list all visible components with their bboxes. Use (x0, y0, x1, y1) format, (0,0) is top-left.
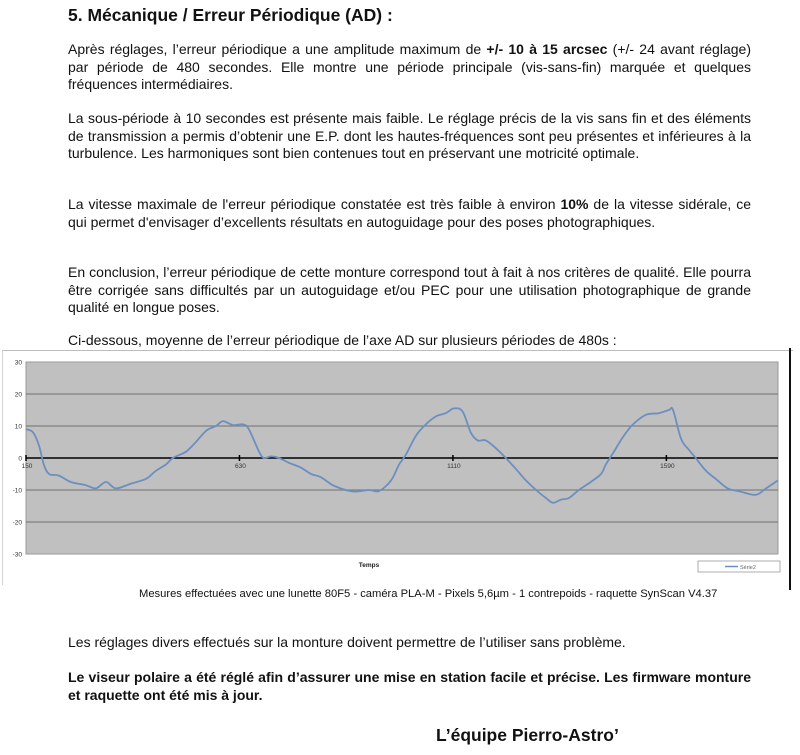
x-tick-label: 1110 (447, 463, 461, 470)
signature: L’équipe Pierro-Astro’ (436, 725, 619, 745)
legend (698, 561, 780, 572)
y-tick-label: 10 (14, 423, 22, 431)
y-tick-label: 20 (14, 391, 22, 399)
paragraph-max-speed (68, 196, 751, 231)
paragraph-text: (+/- 24 avant réglage) par période de 480 secondes. Elle montre une période principale (vis-sans-fin) marquée et quelques fréquences intermédiaires. (68, 41, 751, 92)
paragraph-sub-period: La sous-période à 10 secondes est présente mais faible. Le réglage précis de la vis sans fin et des éléments de transmission a permis d’obtenir une E.P. dont les hautes-fréquences sont peu présentes et inférieures à la turbulence. Les harmoniques sont bien contenues tout en préservant une motricité optimale. (68, 110, 751, 161)
paragraph-polar-finder: Le viseur polaire a été réglé afin d’assurer une mise en station facile et précise. Les firmware monture et raquette ont été mis à jour. (68, 669, 751, 703)
y-tick-label: 0 (18, 455, 22, 463)
speed-highlight: 10% (560, 196, 589, 212)
y-tick-label: 30 (14, 359, 22, 367)
paragraph-chart-intro: Ci-dessous, moyenne de l’erreur périodique de l’axe AD sur plusieurs périodes de 480s : (68, 332, 617, 348)
y-tick-label: -10 (12, 487, 22, 495)
y-tick-label: -20 (12, 519, 22, 527)
y-axis-ticks (13, 360, 23, 559)
paragraph-adjustments: Les réglages divers effectués sur la monture doivent permettre de l’utiliser sans problème. (68, 634, 626, 650)
periodic-error-chart (3, 351, 793, 585)
chart-caption: Mesures effectuées avec une lunette 80F5 - caméra PLA-M - Pixels 5,6µm - 1 contrepoids - raquette SynScan V4.37 (139, 588, 718, 600)
y-tick-label: -30 (12, 551, 22, 559)
paragraph-text: La vitesse maximale de l'erreur périodique constatée est très faible à environ (68, 196, 561, 212)
x-axis-label: Temps (358, 562, 380, 569)
paragraph-conclusion: En conclusion, l’erreur périodique de cette monture correspond tout à fait à nos critères de qualité. Elle pourra être corrigée sans difficultés par un autoguidage et/ou PEC pour une utilisation photographique de grande qualité en longue poses. (68, 264, 751, 315)
page-divider-line (789, 348, 791, 590)
x-tick-label: 1590 (660, 463, 675, 470)
amplitude-highlight: +/- 10 à 15 arcsec (486, 41, 608, 57)
x-tick-label: 630 (235, 463, 246, 470)
paragraph-text: de la vitesse sidérale, ce qui permet d'envisager d’excellents résultats en autoguidage pour des poses photographiques. (68, 196, 751, 230)
legend-label: Série2 (740, 565, 756, 571)
chart-frame (2, 350, 793, 585)
paragraph-text: Après réglages, l’erreur périodique a une amplitude maximum de (68, 41, 487, 57)
paragraph-amplitude (68, 41, 751, 94)
section-title: 5. Mécanique / Erreur Périodique (AD) : (68, 5, 393, 25)
legend-box (698, 561, 780, 572)
x-tick-label: 150 (21, 463, 33, 470)
